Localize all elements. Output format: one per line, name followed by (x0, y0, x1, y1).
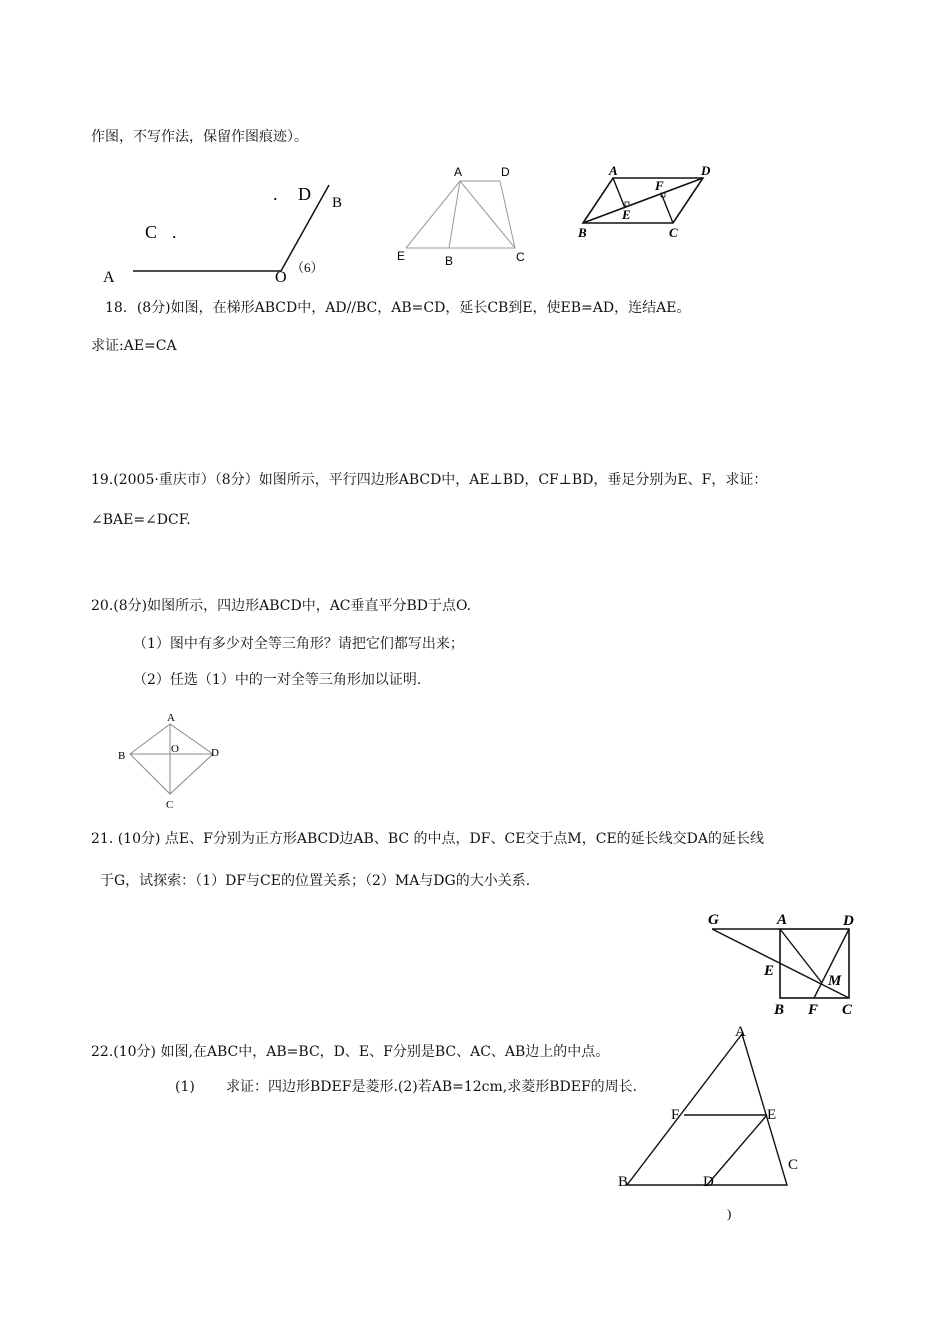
q20-line3: （2）任选（1）中的一对全等三角形加以证明. (133, 672, 422, 688)
label-A: A (777, 912, 788, 928)
triangle-ABC (627, 1034, 787, 1185)
q18-line1: 18．(8分)如图，在梯形ABCD中，AD//BC，AB=CD，延长CB到E，使EB=AD，连结AE。 (105, 300, 691, 316)
q18-line2: 求证:AE=CA (91, 338, 177, 354)
segment-AB (449, 181, 460, 248)
label-B: B (578, 225, 587, 240)
label-E: E (397, 249, 406, 263)
kite-outline (130, 724, 213, 794)
label-C: C (788, 1157, 799, 1173)
label-D: D (501, 165, 510, 179)
label-C: C (669, 225, 678, 240)
label-B: B (774, 1002, 785, 1018)
label-E: E (622, 207, 631, 222)
label-C: C (145, 222, 158, 242)
trapezoid-outline (406, 181, 515, 248)
q22-line2-text: 求证：四边形BDEF是菱形.(2)若AB=12cm,求菱形BDEF的周长. (226, 1079, 638, 1095)
label-B: B (618, 1174, 629, 1190)
q21-line2: 于G，试探索：（1）DF与CE的位置关系；（2）MA与DG的大小关系. (100, 873, 531, 889)
label-M: M (828, 973, 842, 989)
label-B: B (445, 254, 454, 268)
figure-caption: （6） (291, 260, 324, 275)
angle-figure (95, 180, 355, 290)
label-O: O (171, 743, 179, 755)
stray-paren: ) (727, 1206, 732, 1221)
point-D-dot: . (273, 184, 278, 204)
q21-line1: 21. (10分) 点E、F分别为正方形ABCD边AB、BC 的中点，DF、CE交于点M，CE的延长线交DA的延长线 (91, 831, 765, 847)
label-D: D (701, 163, 711, 178)
trapezoid-figure (393, 163, 533, 273)
label-O: O (275, 269, 287, 286)
diagonal-BD (583, 178, 703, 223)
label-F: F (671, 1107, 680, 1123)
q19-line1: 19.(2005·重庆市）（8分）如图所示，平行四边形ABCD中，AE⊥BD，CF⊥BD，垂足分别为E、F，求证： (91, 472, 768, 488)
label-C: C (842, 1002, 853, 1018)
label-C: C (166, 799, 174, 811)
label-B: B (118, 750, 126, 762)
square-figure (700, 905, 870, 1020)
q19-line2: ∠BAE=∠DCF. (91, 512, 191, 528)
label-E: E (764, 963, 775, 979)
label-A: A (167, 712, 175, 724)
label-A: A (454, 165, 463, 179)
segment-AM (780, 929, 822, 983)
perpendicular-CF (661, 193, 673, 223)
label-A: A (735, 1024, 746, 1040)
q20-line2: （1）图中有多少对全等三角形？请把它们都写出来； (133, 636, 464, 652)
kite-figure (110, 710, 230, 815)
label-A: A (609, 163, 618, 178)
label-F: F (655, 178, 664, 193)
q20-line1: 20.(8分)如图所示，四边形ABCD中，AC垂直平分BD于点O. (91, 598, 472, 614)
q22-line2-number: (1) (175, 1079, 195, 1095)
label-B: B (332, 195, 343, 211)
label-A: A (103, 269, 115, 286)
label-D: D (703, 1174, 714, 1190)
label-D: D (211, 747, 219, 759)
label-F: F (808, 1002, 819, 1018)
label-D: D (298, 184, 311, 204)
q22-line1: 22.(10分) 如图,在ABC中，AB=BC，D、E、F分别是BC、AC、AB边上的中点。 (91, 1044, 610, 1060)
label-C: C (516, 250, 525, 264)
perpendicular-AE (613, 178, 625, 208)
segment-ED (707, 1115, 767, 1185)
point-C-dot: . (172, 222, 177, 242)
label-G: G (708, 912, 719, 928)
label-E: E (767, 1107, 777, 1123)
segment-AC (460, 181, 515, 248)
intro-line: 作图，不写作法，保留作图痕迹）。 (91, 129, 308, 145)
parallelogram-figure (575, 160, 725, 245)
label-D: D (843, 913, 854, 929)
triangle-figure (612, 1018, 812, 1228)
